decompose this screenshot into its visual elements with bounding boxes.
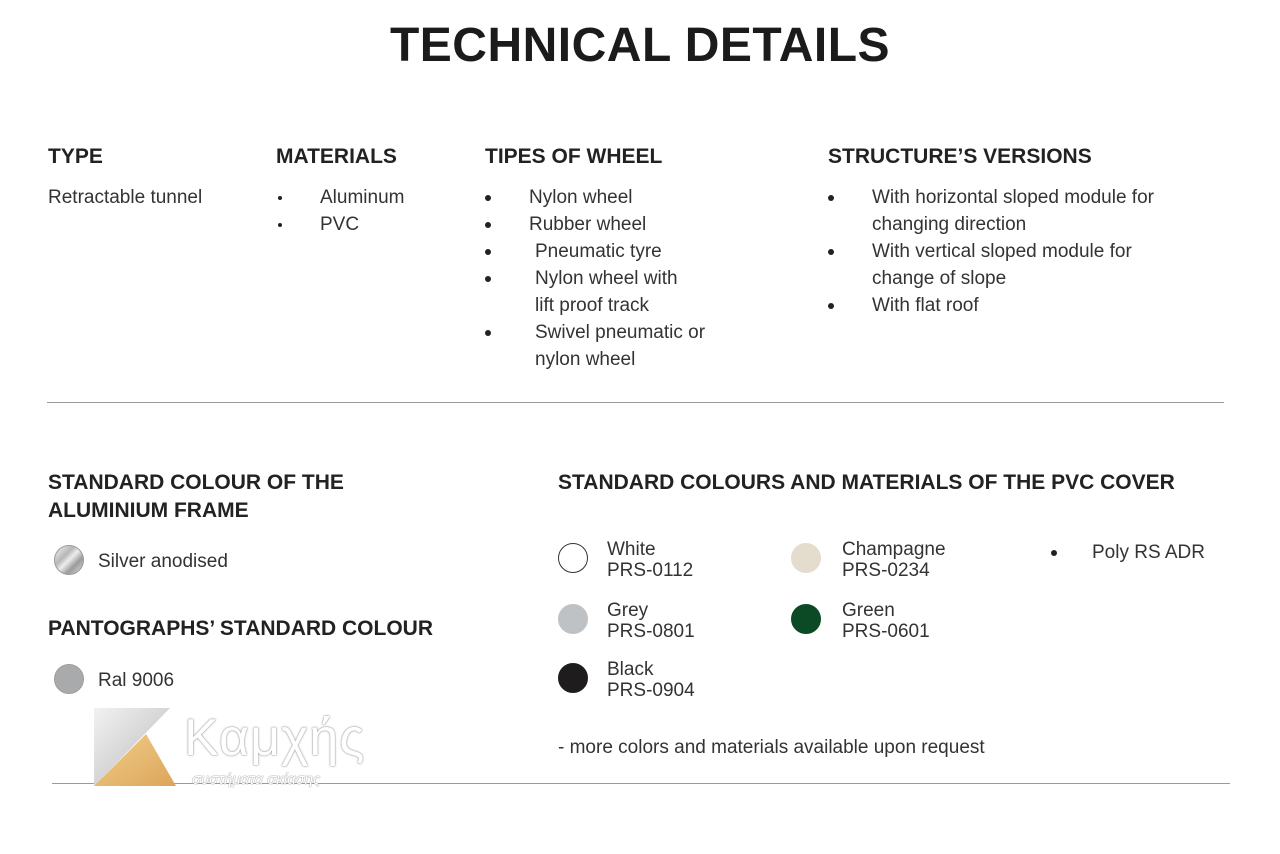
company-tagline: συστήματα σκίασης [192, 771, 321, 788]
materials-heading: MATERIALS [276, 145, 397, 168]
bullet-icon [278, 223, 282, 227]
list-item: Nylon wheel with lift proof track [529, 265, 705, 319]
bullet-icon [828, 303, 834, 309]
list-item: With vertical sloped module for change of slope [872, 238, 1154, 292]
pvc-cover-heading: STANDARD COLOURS AND MATERIALS OF THE PVC COVER [558, 471, 1175, 494]
grey-swatch [558, 604, 588, 634]
bullet-icon [828, 195, 834, 201]
section-divider [47, 402, 1224, 403]
bullet-icon [828, 249, 834, 255]
structure-heading: STRUCTURE’S VERSIONS [828, 145, 1092, 168]
green-swatch [791, 604, 821, 634]
list-item: Rubber wheel [529, 211, 705, 238]
type-value: Retractable tunnel [48, 187, 203, 208]
company-logo [92, 706, 182, 790]
structure-list [872, 184, 1154, 319]
wheels-list [529, 184, 705, 373]
champagne-swatch [791, 543, 821, 573]
materials-list [320, 184, 404, 238]
list-item: Pneumatic tyre [529, 238, 705, 265]
grey-label: Grey PRS-0801 [607, 600, 695, 642]
bullet-icon [1051, 550, 1057, 556]
wheels-heading: TIPES OF WHEEL [485, 145, 663, 168]
availability-note: - more colors and materials available upon request [558, 737, 985, 758]
black-label: Black PRS-0904 [607, 659, 695, 701]
bullet-icon [278, 196, 282, 200]
list-item: Nylon wheel [529, 184, 705, 211]
aluminium-frame-heading: STANDARD COLOUR OF THE ALUMINIUM FRAME [48, 471, 344, 522]
champagne-label: Champagne PRS-0234 [842, 539, 946, 581]
list-item: Swivel pneumatic or nylon wheel [529, 319, 705, 373]
white-label: White PRS-0112 [607, 539, 694, 581]
bullet-icon [485, 195, 491, 201]
bullet-icon [485, 276, 491, 282]
list-item: PVC [320, 211, 404, 238]
list-item: With horizontal sloped module for changing direction [872, 184, 1154, 238]
company-name: Καμχής [184, 709, 366, 767]
green-label: Green PRS-0601 [842, 600, 930, 642]
material-value: Poly RS ADR [1092, 542, 1205, 563]
list-item: Aluminum [320, 184, 404, 211]
pantographs-heading: PANTOGRAPHS’ STANDARD COLOUR [48, 617, 434, 640]
logo-mark-icon [92, 706, 182, 790]
ral-9006-swatch [54, 664, 84, 694]
white-swatch [558, 543, 588, 573]
pantographs-value: Ral 9006 [98, 670, 175, 691]
black-swatch [558, 663, 588, 693]
bullet-icon [485, 330, 491, 336]
silver-anodised-swatch [54, 545, 84, 575]
page-title: TECHNICAL DETAILS [389, 19, 891, 72]
type-heading: TYPE [48, 145, 103, 168]
bullet-icon [485, 249, 491, 255]
aluminium-frame-value: Silver anodised [98, 551, 228, 572]
list-item: With flat roof [872, 292, 1154, 319]
bullet-icon [485, 222, 491, 228]
